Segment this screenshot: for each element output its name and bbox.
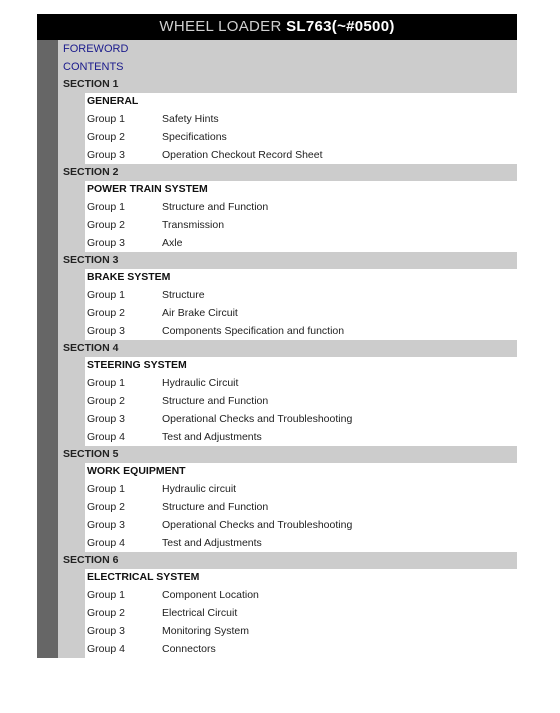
group-number: Group 2 (87, 219, 125, 231)
group-number: Group 1 (87, 201, 125, 213)
group-number: Group 3 (87, 413, 125, 425)
group-name: Operational Checks and Troubleshooting (162, 413, 353, 425)
group-name: Structure and Function (162, 395, 269, 407)
title-model-type: WHEEL LOADER (159, 18, 282, 35)
group-name: Specifications (162, 131, 227, 143)
group-number: Group 3 (87, 625, 125, 637)
page-title (37, 14, 517, 40)
group-name: Monitoring System (162, 625, 249, 637)
section-block (58, 340, 517, 446)
group-row[interactable] (85, 640, 517, 658)
section-block (58, 76, 517, 164)
group-row[interactable] (85, 534, 517, 552)
group-row[interactable] (85, 622, 517, 640)
section-header[interactable]: SECTION 5 (58, 446, 517, 463)
section-header[interactable]: SECTION 4 (58, 340, 517, 357)
group-number: Group 3 (87, 519, 125, 531)
section-title[interactable]: STEERING SYSTEM (85, 357, 517, 374)
group-number: Group 2 (87, 395, 125, 407)
group-name: Components Specification and function (162, 325, 345, 337)
group-row[interactable] (85, 234, 517, 252)
group-row[interactable] (85, 480, 517, 498)
group-row[interactable] (85, 216, 517, 234)
group-row[interactable] (85, 198, 517, 216)
section-header[interactable]: SECTION 2 (58, 164, 517, 181)
foreword-link[interactable]: FOREWORD (63, 43, 129, 55)
group-number: Group 1 (87, 589, 125, 601)
group-number: Group 1 (87, 289, 125, 301)
group-name: Structure and Function (162, 201, 269, 213)
group-number: Group 2 (87, 607, 125, 619)
group-row[interactable] (85, 146, 517, 164)
group-name: Electrical Circuit (162, 607, 238, 619)
group-name: Structure (162, 289, 205, 301)
section-title[interactable]: GENERAL (85, 93, 517, 110)
sections-list (58, 76, 517, 658)
section-block (58, 446, 517, 552)
section-block (58, 252, 517, 340)
section-header[interactable]: SECTION 3 (58, 252, 517, 269)
group-number: Group 4 (87, 431, 125, 443)
contents-link[interactable]: CONTENTS (63, 61, 124, 73)
group-row[interactable] (85, 392, 517, 410)
group-name: Hydraulic circuit (162, 483, 237, 495)
section-title[interactable]: POWER TRAIN SYSTEM (85, 181, 517, 198)
group-row[interactable] (85, 586, 517, 604)
group-number: Group 2 (87, 307, 125, 319)
group-number: Group 3 (87, 325, 125, 337)
section-header[interactable]: SECTION 1 (58, 76, 517, 93)
group-name: Component Location (162, 589, 259, 601)
group-name: Transmission (162, 219, 225, 231)
group-name: Hydraulic Circuit (162, 377, 239, 389)
group-number: Group 2 (87, 501, 125, 513)
group-name: Connectors (162, 643, 216, 655)
section-block (58, 552, 517, 658)
group-row[interactable] (85, 304, 517, 322)
group-row[interactable] (85, 286, 517, 304)
group-row[interactable] (85, 128, 517, 146)
section-title[interactable]: ELECTRICAL SYSTEM (85, 569, 517, 586)
group-number: Group 1 (87, 377, 125, 389)
group-name: Operational Checks and Troubleshooting (162, 519, 353, 531)
group-row[interactable] (85, 374, 517, 392)
group-row[interactable] (85, 322, 517, 340)
group-name: Structure and Function (162, 501, 269, 513)
group-row[interactable] (85, 604, 517, 622)
section-title[interactable]: WORK EQUIPMENT (85, 463, 517, 480)
group-name: Test and Adjustments (162, 537, 262, 549)
contents-body (37, 40, 517, 658)
group-number: Group 4 (87, 643, 125, 655)
group-row[interactable] (85, 110, 517, 128)
group-row[interactable] (85, 498, 517, 516)
title-model-number: SL763(~#0500) (286, 18, 395, 35)
section-header[interactable]: SECTION 6 (58, 552, 517, 569)
manual-contents (37, 14, 517, 658)
group-row[interactable] (85, 410, 517, 428)
section-block (58, 164, 517, 252)
group-number: Group 4 (87, 537, 125, 549)
section-title[interactable]: BRAKE SYSTEM (85, 269, 517, 286)
group-number: Group 1 (87, 483, 125, 495)
group-name: Air Brake Circuit (162, 307, 238, 319)
left-rail-dark (37, 40, 58, 658)
group-number: Group 1 (87, 113, 125, 125)
group-row[interactable] (85, 428, 517, 446)
group-row[interactable] (85, 516, 517, 534)
group-name: Axle (162, 237, 183, 249)
group-number: Group 3 (87, 237, 125, 249)
group-number: Group 3 (87, 149, 125, 161)
group-name: Safety Hints (162, 113, 219, 125)
group-name: Operation Checkout Record Sheet (162, 149, 323, 161)
group-number: Group 2 (87, 131, 125, 143)
top-links (58, 40, 517, 76)
group-name: Test and Adjustments (162, 431, 262, 443)
